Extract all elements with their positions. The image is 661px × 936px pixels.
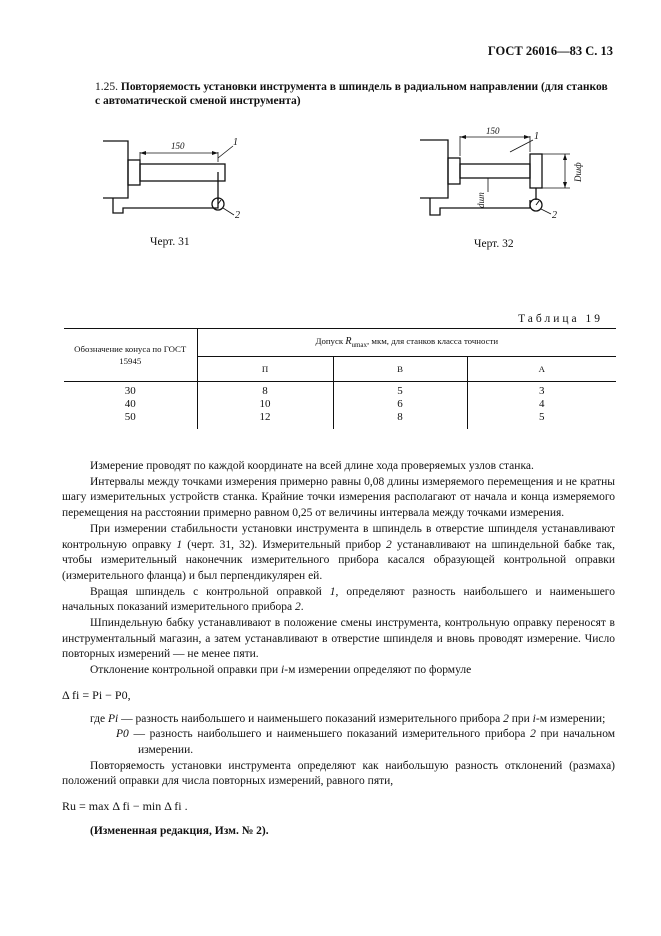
paragraph-2: Интервалы между точками измерения примерно равны 0,08 длины измеряемого перемещения и не кратны шагу измерительных устройств станка. Крайние точки измерения располагают от начала и конца измеряемого перемещения на расстоянии примерно равном 0,25 от величины интервала между точками измерения. <box>62 475 615 520</box>
fig31-spindle-flange <box>128 160 140 185</box>
table-row <box>64 398 616 411</box>
where-p0-symbol: P0 <box>116 728 129 741</box>
formula-1: Δ fi = Pi − P0, <box>62 687 131 702</box>
paragraph-3 <box>62 522 615 585</box>
tolerance-table <box>64 328 616 429</box>
p6-a: Отклонение контрольной оправки при <box>90 664 282 677</box>
fig32-label-2: 2 <box>552 210 557 221</box>
table-cell: 5 <box>539 411 545 423</box>
where-p0-text2: при начальном измерении. <box>138 728 615 756</box>
p4-c: . <box>300 601 304 614</box>
fig32-measuring-flange <box>530 154 542 188</box>
table-class-header: В <box>333 357 467 382</box>
paragraph-1: Измерение проводят по каждой координате на всей длине хода проверяемых узлов станка. <box>90 460 534 472</box>
table-class-header: А <box>467 357 616 382</box>
figure-31-drawing <box>95 128 270 228</box>
table-cell: 50 <box>64 411 197 429</box>
table-cell: 4 <box>539 398 545 410</box>
fig31-mandrel <box>140 164 225 181</box>
where-prefix: где <box>90 712 108 725</box>
table-row <box>64 411 616 429</box>
where-pi <box>62 712 615 728</box>
table-class-header: П <box>197 357 333 382</box>
paragraph-4 <box>62 585 615 616</box>
table-cell: 8 <box>197 382 333 399</box>
fig31-caption: Черт. 31 <box>150 236 190 248</box>
section-title-line2: с автоматической сменой инструмента) <box>95 95 301 107</box>
p3-b: (черт. 31, 32). Измерительный прибор <box>182 538 387 551</box>
where-pi-text2: при <box>508 712 533 725</box>
section-heading <box>95 80 615 108</box>
p4-a: Вращая шпиндель с контрольной оправкой <box>90 585 330 598</box>
group-header-sub: umax <box>351 340 367 349</box>
table-cell: 40 <box>64 398 197 411</box>
fig31-label-2: 2 <box>235 210 240 221</box>
fig31-dim-label: 150 <box>171 141 185 151</box>
p6-i: i <box>281 664 285 677</box>
fig32-headstock <box>420 140 448 198</box>
group-header-post: , мкм, для станков класса точности <box>367 336 499 347</box>
where-pi-symbol: Pi <box>107 712 119 725</box>
where-p0-instr: 2 <box>530 728 536 741</box>
where-p0-text: — разность наибольшего и наименьшего показаний измерительного прибора <box>128 728 531 741</box>
where-pi-text: — разность наибольшего и наименьшего показаний измерительного прибора <box>118 712 504 725</box>
table-group-header <box>197 329 616 357</box>
figure-32-drawing <box>410 120 600 230</box>
fig32-d-shaft-label: dшп <box>476 192 486 208</box>
section-title-line1: Повторяемость установки инструмента в шпиндель в радиальном направлении (для станков <box>120 81 608 93</box>
fig32-caption: Черт. 32 <box>474 238 514 250</box>
table-cell: 6 <box>333 398 467 411</box>
fig31-base-bracket <box>113 198 218 213</box>
group-header-pre: Допуск <box>315 336 346 347</box>
body-text <box>62 459 615 839</box>
section-number: 1.25. <box>95 81 118 93</box>
table-col0-header: Обозначение конуса по ГОСТ 15945 <box>64 329 197 382</box>
p4-b: , определяют разность наибольшего и наименьшего начальных показаний измерительного прибора <box>62 585 615 614</box>
table-row <box>64 382 616 399</box>
fig32-spindle-flange <box>448 158 460 184</box>
where-pi-i: i <box>532 712 536 725</box>
p3-i2: 2 <box>386 538 392 551</box>
table-cell: 10 <box>197 398 333 411</box>
p3-i1: 1 <box>176 538 183 551</box>
amendment-note: (Измененная редакция, Изм. № 2). <box>90 824 269 837</box>
p6-b: -м измерении определяют по формуле <box>284 664 472 677</box>
paragraph-5: Шпиндельную бабку устанавливают в положение смены инструмента, контрольную оправку переносят в инструментальный магазин, а затем устанавливают в отверстие шпинделя и вновь проводят измерение. Число повторных измерений — не менее пяти. <box>62 617 615 661</box>
fig32-dim-label: 150 <box>486 126 500 136</box>
group-header-r: R <box>345 336 352 348</box>
paragraph-6 <box>62 663 615 679</box>
table-cell: 30 <box>64 382 197 399</box>
where-pi-instr: 2 <box>503 712 509 725</box>
where-pi-text3: -м измерении; <box>535 712 606 725</box>
table-cell: 5 <box>333 382 467 399</box>
table-cell: 8 <box>333 411 467 429</box>
page-header: ГОСТ 26016—83 С. 13 <box>487 44 613 58</box>
p4-i1: 1 <box>329 585 336 598</box>
fig32-mandrel <box>460 164 530 178</box>
paragraph-7: Повторяемость установки инструмента определяют как наибольшую разность отклонений (размаха) положений оправки для числа повторных измерений, равного пяти, <box>62 759 615 788</box>
where-p0 <box>62 727 615 758</box>
p3-c: устанавливают на шпиндельной бабке так, чтобы измерительный наконечник измерительного прибора касался образующей контрольной оправки (измерительного фланца) и был перпендикулярен ей. <box>62 538 616 582</box>
fig32-label-1: 1 <box>534 131 539 142</box>
p3-a: При измерении стабильности установки инструмента в шпиндель в отверстие шпинделя устанавливают контрольную оправку <box>62 522 615 551</box>
fig32-d-flange-label: Dшф <box>573 162 583 182</box>
table-cell: 12 <box>197 411 333 429</box>
formula-2: Ru = max Δ fi − min Δ fi . <box>62 799 188 814</box>
p4-i2: 2 <box>294 601 301 614</box>
fig31-headstock <box>103 141 128 198</box>
fig31-label-1: 1 <box>233 137 238 148</box>
table-title: Таблица 19 <box>518 313 603 325</box>
table-cell: 3 <box>539 385 545 397</box>
